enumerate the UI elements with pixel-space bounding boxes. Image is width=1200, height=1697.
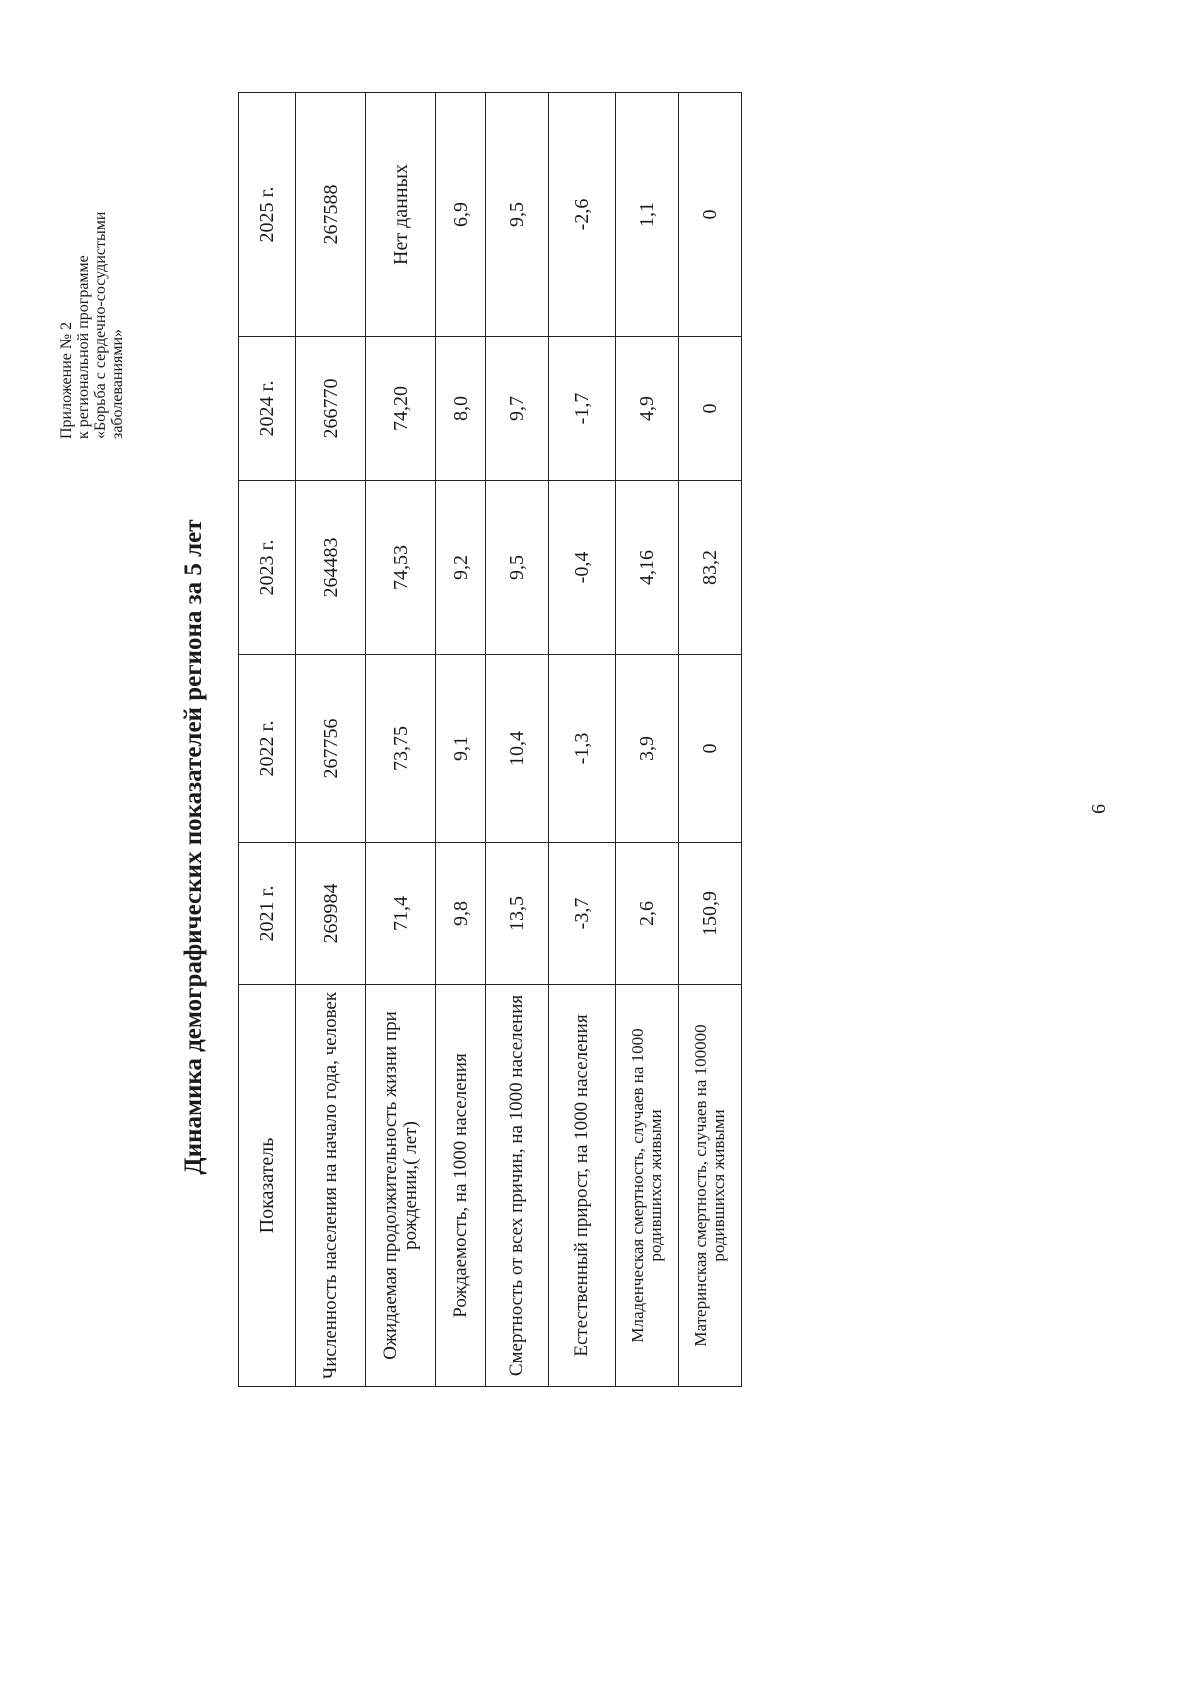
table-cell: 4,16 xyxy=(616,481,679,655)
table-cell: 0 xyxy=(679,655,742,843)
table-cell: 9,5 xyxy=(486,93,549,337)
table-cell: -1,3 xyxy=(549,655,616,843)
table-cell: 264483 xyxy=(296,481,366,655)
table-cell: 83,2 xyxy=(679,481,742,655)
appendix-line: заболеваниями» xyxy=(109,328,126,439)
table-cell: 9,8 xyxy=(436,843,486,985)
table-cell: 267756 xyxy=(296,655,366,843)
row-label: Ожидаемая продолжительность жизни при рождении,( лет) xyxy=(366,985,436,1387)
table-row xyxy=(549,93,616,1387)
table-cell: 74,20 xyxy=(366,337,436,481)
table-row xyxy=(296,93,366,1387)
table-cell: 8,0 xyxy=(436,337,486,481)
row-label: Смертность от всех причин, на 1000 населения xyxy=(486,985,549,1387)
table-cell: -1,7 xyxy=(549,337,616,481)
table-cell: 2,6 xyxy=(616,843,679,985)
row-label: Младенческая смертность, случаев на 1000 родившихся живыми xyxy=(616,985,679,1387)
table-cell: Нет данных xyxy=(366,93,436,337)
table-cell: 71,4 xyxy=(366,843,436,985)
table-row xyxy=(679,93,742,1387)
table-cell: 269984 xyxy=(296,843,366,985)
row-label: Материнская смертность, случаев на 100000 родившихся живыми xyxy=(679,985,742,1387)
table-row xyxy=(366,93,436,1387)
demographics-table xyxy=(238,92,742,1387)
table-cell: 13,5 xyxy=(486,843,549,985)
document-title: Динамика демографических показателей региона за 5 лет xyxy=(180,519,207,1175)
row-label: Рождаемость, на 1000 населения xyxy=(436,985,486,1387)
table-cell: 266770 xyxy=(296,337,366,481)
table-cell: -0,4 xyxy=(549,481,616,655)
table-row xyxy=(436,93,486,1387)
table-cell: 9,2 xyxy=(436,481,486,655)
appendix-line: к региональной программе xyxy=(75,255,92,439)
table-cell: 3,9 xyxy=(616,655,679,843)
appendix-line: «Борьба с сердечно-сосудистыми xyxy=(92,211,109,439)
table-cell: -2,6 xyxy=(549,93,616,337)
header-cell: 2024 г. xyxy=(239,337,296,481)
appendix-line: Приложение № 2 xyxy=(58,321,75,439)
table-row xyxy=(486,93,549,1387)
appendix-note xyxy=(58,99,126,439)
table-cell: 150,9 xyxy=(679,843,742,985)
header-cell: 2025 г. xyxy=(239,93,296,337)
table-cell: 0 xyxy=(679,337,742,481)
table-cell: 6,9 xyxy=(436,93,486,337)
row-label: Естественный прирост, на 1000 населения xyxy=(549,985,616,1387)
table-cell: 73,75 xyxy=(366,655,436,843)
table-cell: 267588 xyxy=(296,93,366,337)
table-cell: 4,9 xyxy=(616,337,679,481)
header-cell: 2021 г. xyxy=(239,843,296,985)
table-cell: 0 xyxy=(679,93,742,337)
table-cell: 9,5 xyxy=(486,481,549,655)
table-cell: 10,4 xyxy=(486,655,549,843)
table-cell: 9,1 xyxy=(436,655,486,843)
table-row xyxy=(616,93,679,1387)
table-header-row xyxy=(239,93,296,1387)
page-number: 6 xyxy=(1088,804,1110,814)
table-cell: 74,53 xyxy=(366,481,436,655)
header-cell: 2022 г. xyxy=(239,655,296,843)
table-cell: 1,1 xyxy=(616,93,679,337)
row-label: Численность населения на начало года, человек xyxy=(296,985,366,1387)
table-cell: 9,7 xyxy=(486,337,549,481)
table-cell: -3,7 xyxy=(549,843,616,985)
header-cell: Показатель xyxy=(239,985,296,1387)
header-cell: 2023 г. xyxy=(239,481,296,655)
